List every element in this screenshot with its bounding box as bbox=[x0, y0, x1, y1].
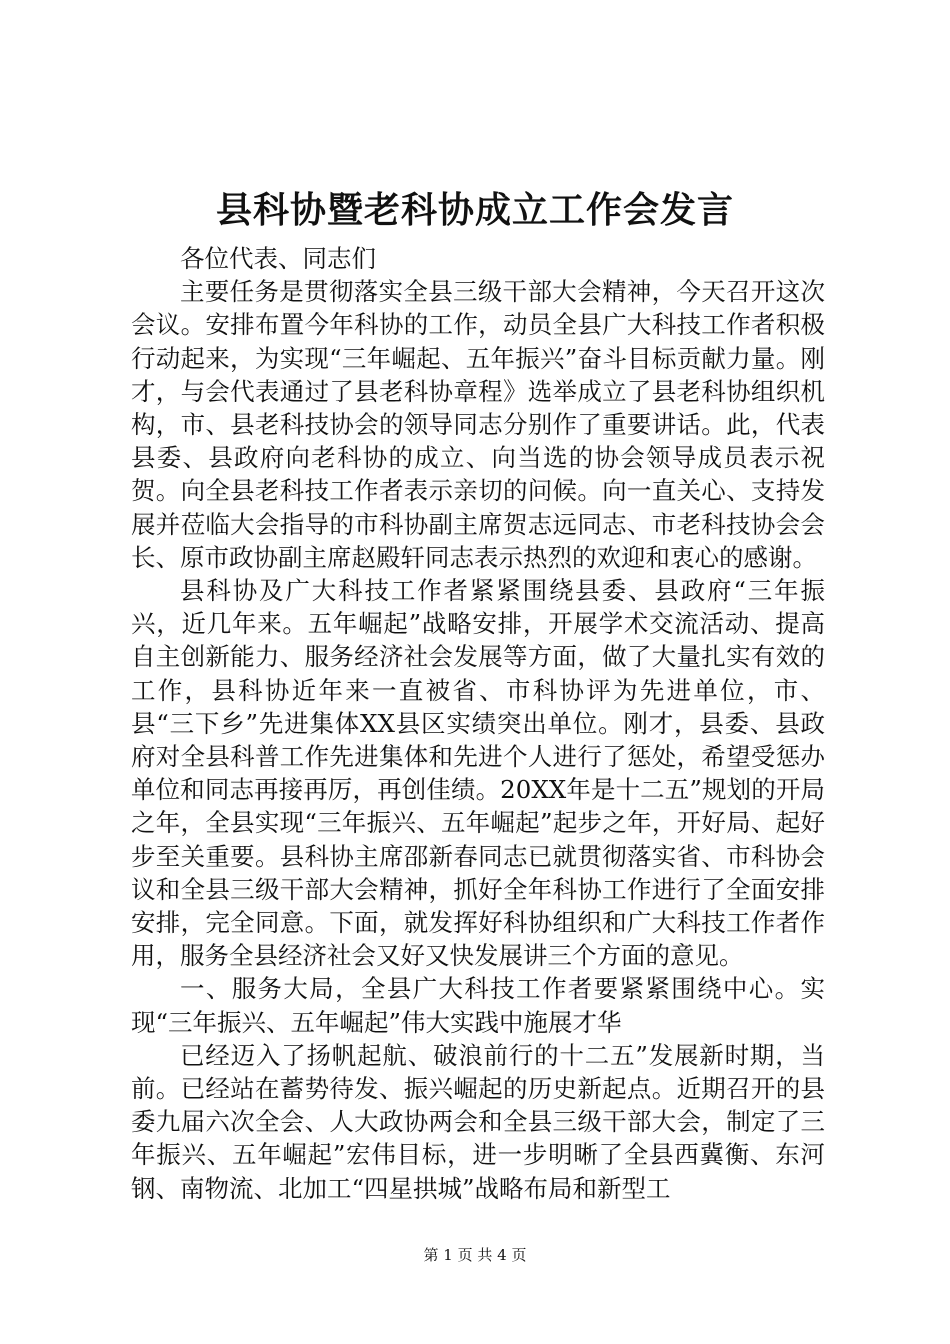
paragraph-salutation: 各位代表、同志们 bbox=[180, 244, 376, 273]
paragraph-opening: 主要任务是贯彻落实全县三级干部大会精神，今天召开这次会议。安排布置今年科协的工作，动员全县广大科技工作者积极行动起来，为实现“三年崛起、五年振兴”奋斗目标贡献力量。刚才，与会代表通过了县老科协章程》选举成立了县老科协组织机构，市、县老科技协会的领导同志分别作了重要讲话。此，代表县委、县政府向老科协的成立、向当选的协会领导成员表示祝贺。向全县老科技工作者表示亲切的问候。向一直关心、支持发展并莅临大会指导的市科协副主席贺志远同志、市老科技协会会长、原市政协副主席赵殿轩同志表示热烈的欢迎和衷心的感谢。 bbox=[131, 277, 825, 572]
document-title: 县科协暨老科协成立工作会发言 bbox=[215, 189, 734, 231]
paragraph-new-period: 已经迈入了扬帆起航、破浪前行的十二五”发展新时期，当前。已经站在蓄势待发、振兴崛起的历史新起点。近期召开的县委九届六次全会、人大政协两会和全县三级干部大会，制定了三年振兴、五年崛起”宏伟目标，进一步明晰了全县西冀衡、东河钢、南物流、北加工“四星拱城”战略布局和新型工 bbox=[131, 1040, 825, 1203]
page-number-footer: 第 1 页 共 4 页 bbox=[423, 1246, 527, 1264]
paragraph-achievements: 县科协及广大科技工作者紧紧围绕县委、县政府“三年振兴，近几年来。五年崛起”战略安排，开展学术交流活动、提高自主创新能力、服务经济社会发展等方面，做了大量扎实有效的工作，县科协近年来一直被省、市科协评为先进单位，市、县“三下乡”先进集体XX县区实绩突出单位。刚才，县委、县政府对全县科普工作先进集体和先进个人进行了惩处，希望受惩办单位和同志再接再厉，再创佳绩。20XX年是十二五”规划的开局之年，全县实现“三年振兴、五年崛起”起步之年，开好局、起好步至关重要。县科协主席邵新春同志已就贯彻落实省、市科协会议和全县三级干部大会精神，抓好全年科协工作进行了全面安排安排，完全同意。下面，就发挥好科协组织和广大科技工作者作用，服务全县经济社会又好又快发展讲三个方面的意见。 bbox=[131, 576, 825, 971]
document-body bbox=[131, 242, 825, 1205]
paragraph-section-heading-1: 一、服务大局，全县广大科技工作者要紧紧围绕中心。实现“三年振兴、五年崛起”伟大实践中施展才华 bbox=[131, 974, 825, 1037]
